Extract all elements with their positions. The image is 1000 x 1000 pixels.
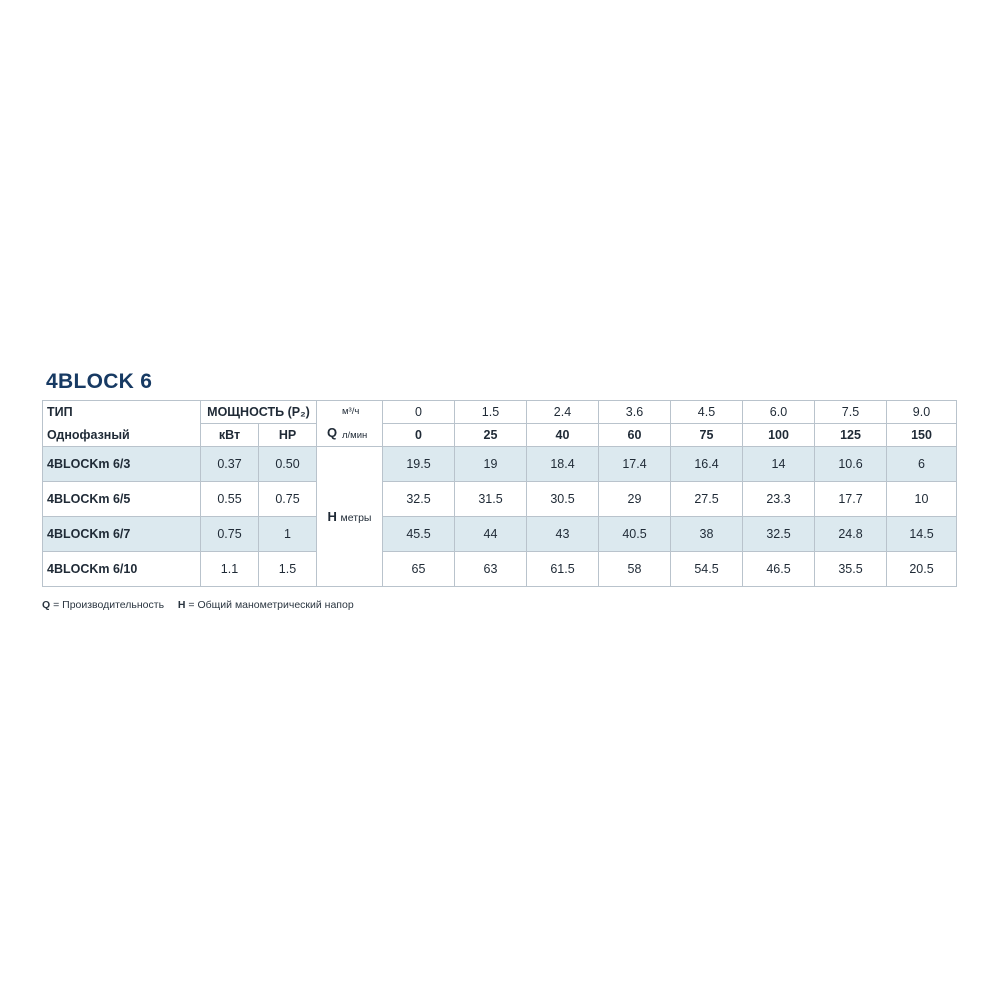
h-unit: метры xyxy=(340,512,372,524)
head-cell: 63 xyxy=(455,552,527,587)
table-row xyxy=(43,552,957,587)
legend-q-text: = Производительность xyxy=(53,599,165,611)
hp-cell: 0.50 xyxy=(259,447,317,482)
header-row-1 xyxy=(43,401,957,424)
head-cell: 54.5 xyxy=(671,552,743,587)
flow-m3h-cell: 0 xyxy=(383,401,455,424)
flow-lmin-cell: 150 xyxy=(887,424,957,447)
head-cell: 29 xyxy=(599,482,671,517)
performance-table xyxy=(42,400,957,587)
flow-m3h-cell: 4.5 xyxy=(671,401,743,424)
hp-header: HP xyxy=(259,424,317,447)
head-cell: 18.4 xyxy=(527,447,599,482)
legend-h-key: H xyxy=(177,599,186,611)
head-cell: 14 xyxy=(743,447,815,482)
head-cell: 58 xyxy=(599,552,671,587)
head-cell: 14.5 xyxy=(887,517,957,552)
head-cell: 23.3 xyxy=(743,482,815,517)
q-label-cell xyxy=(317,401,383,447)
flow-m3h-cell: 6.0 xyxy=(743,401,815,424)
head-cell: 45.5 xyxy=(383,517,455,552)
flow-lmin-cell: 0 xyxy=(383,424,455,447)
q-unit-lmin: л/мин xyxy=(342,430,368,441)
head-cell: 46.5 xyxy=(743,552,815,587)
phase-header: Однофазный xyxy=(43,424,201,447)
flow-lmin-cell: 25 xyxy=(455,424,527,447)
flow-m3h-cell: 7.5 xyxy=(815,401,887,424)
legend-q-key: Q xyxy=(42,599,51,611)
kw-cell: 0.75 xyxy=(201,517,259,552)
head-cell: 40.5 xyxy=(599,517,671,552)
head-cell: 24.8 xyxy=(815,517,887,552)
legend-h-text: = Общий манометрический напор xyxy=(188,599,354,611)
type-header: ТИП xyxy=(43,401,201,424)
head-cell: 19.5 xyxy=(383,447,455,482)
power-header: МОЩНОСТЬ (P₂) xyxy=(201,401,317,424)
flow-m3h-cell: 3.6 xyxy=(599,401,671,424)
table-row xyxy=(43,447,957,482)
model-cell: 4BLOCKm 6/10 xyxy=(43,552,201,587)
hp-cell: 0.75 xyxy=(259,482,317,517)
flow-m3h-cell: 9.0 xyxy=(887,401,957,424)
model-cell: 4BLOCKm 6/5 xyxy=(43,482,201,517)
flow-lmin-cell: 75 xyxy=(671,424,743,447)
table-row xyxy=(43,482,957,517)
kw-cell: 0.37 xyxy=(201,447,259,482)
head-cell: 31.5 xyxy=(455,482,527,517)
head-cell: 30.5 xyxy=(527,482,599,517)
head-cell: 61.5 xyxy=(527,552,599,587)
head-cell: 17.7 xyxy=(815,482,887,517)
head-cell: 38 xyxy=(671,517,743,552)
q-unit-m3h: м³/ч xyxy=(342,406,360,417)
flow-lmin-cell: 40 xyxy=(527,424,599,447)
head-label-cell xyxy=(317,447,383,587)
head-cell: 32.5 xyxy=(743,517,815,552)
table-row xyxy=(43,517,957,552)
head-cell: 32.5 xyxy=(383,482,455,517)
flow-m3h-cell: 1.5 xyxy=(455,401,527,424)
head-cell: 65 xyxy=(383,552,455,587)
kw-header: кВт xyxy=(201,424,259,447)
q-letter: Q xyxy=(327,425,338,440)
model-cell: 4BLOCKm 6/3 xyxy=(43,447,201,482)
kw-cell: 0.55 xyxy=(201,482,259,517)
head-cell: 19 xyxy=(455,447,527,482)
hp-cell: 1 xyxy=(259,517,317,552)
head-cell: 17.4 xyxy=(599,447,671,482)
head-cell: 10.6 xyxy=(815,447,887,482)
flow-lmin-cell: 60 xyxy=(599,424,671,447)
head-cell: 20.5 xyxy=(887,552,957,587)
flow-lmin-cell: 125 xyxy=(815,424,887,447)
head-cell: 44 xyxy=(455,517,527,552)
head-cell: 10 xyxy=(887,482,957,517)
head-cell: 35.5 xyxy=(815,552,887,587)
model-cell: 4BLOCKm 6/7 xyxy=(43,517,201,552)
legend xyxy=(42,599,354,611)
hp-cell: 1.5 xyxy=(259,552,317,587)
head-cell: 6 xyxy=(887,447,957,482)
h-letter: H xyxy=(327,509,337,524)
head-cell: 43 xyxy=(527,517,599,552)
kw-cell: 1.1 xyxy=(201,552,259,587)
flow-m3h-cell: 2.4 xyxy=(527,401,599,424)
head-cell: 16.4 xyxy=(671,447,743,482)
table-title: 4BLOCK 6 xyxy=(46,370,153,393)
head-cell: 27.5 xyxy=(671,482,743,517)
header-row-2 xyxy=(43,424,957,447)
flow-lmin-cell: 100 xyxy=(743,424,815,447)
